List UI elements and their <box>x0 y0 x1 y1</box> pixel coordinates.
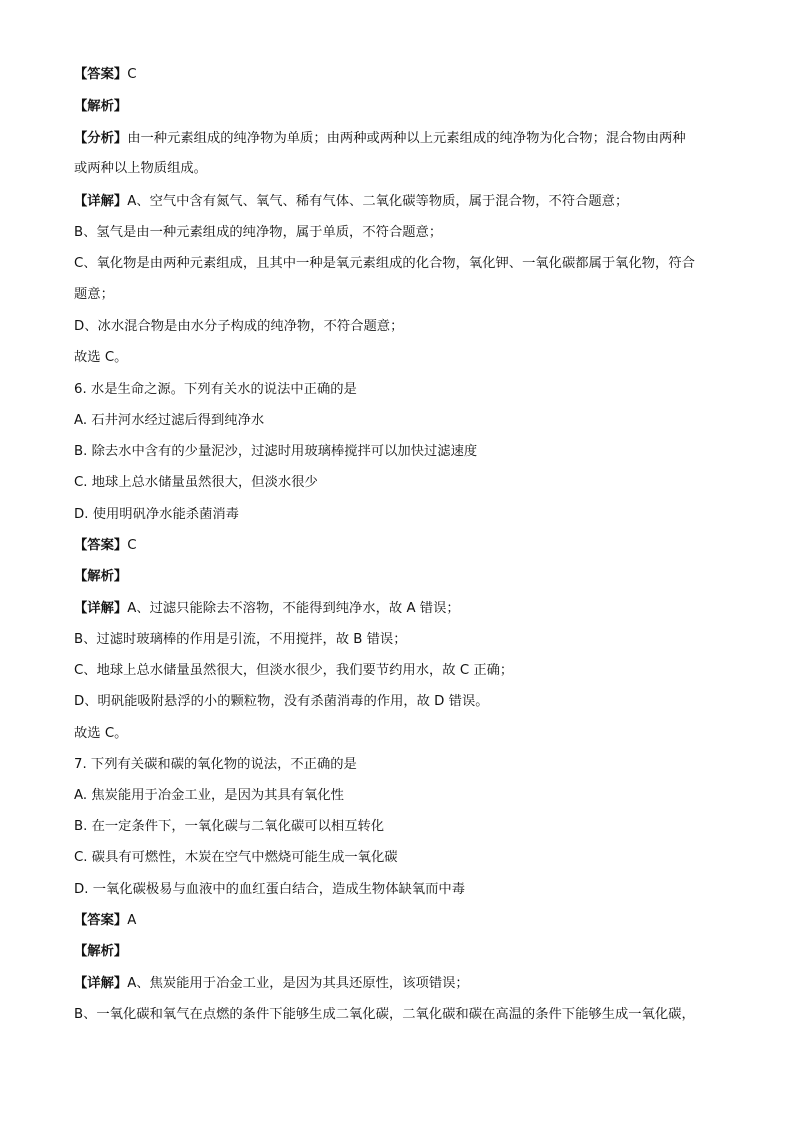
detail-line: B、过滤时玻璃棒的作用是引流，不用搅拌，故 B 错误； <box>74 632 407 647</box>
answer-line: 【答案】A <box>74 913 137 928</box>
detail-line: 【详解】A、过滤只能除去不溶物，不能得到纯净水，故 A 错误； <box>74 601 460 616</box>
question-7-stem: 7. 下列有关碳和碳的氧化物的说法，不正确的是 <box>74 757 357 772</box>
detail-line: D、冰水混合物是由水分子构成的纯净物，不符合题意； <box>74 319 404 334</box>
question-6-option-c: C. 地球上总水储量虽然很大，但淡水很少 <box>74 475 318 490</box>
detail-line: 【详解】A、焦炭能用于冶金工业，是因为其具还原性，该项错误； <box>74 976 469 991</box>
analysis-text-continued: 或两种以上物质组成。 <box>74 161 207 176</box>
analysis-heading: 【解析】 <box>74 944 128 959</box>
question-6-option-a: A. 石井河水经过滤后得到纯净水 <box>74 413 265 428</box>
conclusion-line: 故选 C。 <box>74 726 128 741</box>
detail-line: B、一氧化碳和氧气在点燃的条件下能够生成二氧化碳，二氧化碳和碳在高温的条件下能够生成一氧化碳， <box>74 1007 695 1022</box>
analysis-heading: 【解析】 <box>74 569 128 584</box>
question-6-option-d: D. 使用明矾净水能杀菌消毒 <box>74 507 239 522</box>
detail-line: 【详解】A、空气中含有氮气、氧气、稀有气体、二氧化碳等物质，属于混合物，不符合题意； <box>74 194 629 209</box>
question-7-option-a: A. 焦炭能用于冶金工业，是因为其具有氧化性 <box>74 788 344 803</box>
detail-line: C、氧化物是由两种元素组成，且其中一种是氧元素组成的化合物，氧化钾、一氧化碳都属于氧化物，符合 <box>74 256 695 271</box>
detail-line: B、氢气是由一种元素组成的纯净物，属于单质，不符合题意； <box>74 225 443 240</box>
detail-line: C、地球上总水储量虽然很大，但淡水很少，我们要节约用水，故 C 正确； <box>74 663 514 678</box>
analysis-text: 【分析】由一种元素组成的纯净物为单质；由两种或两种以上元素组成的纯净物为化合物；混合物由两种 <box>74 131 686 146</box>
answer-line: 【答案】C <box>74 67 137 82</box>
conclusion-line: 故选 C。 <box>74 350 128 365</box>
question-7-option-b: B. 在一定条件下，一氧化碳与二氧化碳可以相互转化 <box>74 819 385 834</box>
answer-line: 【答案】C <box>74 538 137 553</box>
question-6-option-b: B. 除去水中含有的少量泥沙，过滤时用玻璃棒搅拌可以加快过滤速度 <box>74 444 478 459</box>
question-6-stem: 6. 水是生命之源。下列有关水的说法中正确的是 <box>74 382 357 397</box>
question-7-option-c: C. 碳具有可燃性，木炭在空气中燃烧可能生成一氧化碳 <box>74 850 398 865</box>
question-7-option-d: D. 一氧化碳极易与血液中的血红蛋白结合，造成生物体缺氧而中毒 <box>74 882 466 897</box>
detail-line: 题意； <box>74 287 114 302</box>
analysis-heading: 【解析】 <box>74 99 128 114</box>
detail-line: D、明矾能吸附悬浮的小的颗粒物，没有杀菌消毒的作用，故 D 错误。 <box>74 694 489 709</box>
